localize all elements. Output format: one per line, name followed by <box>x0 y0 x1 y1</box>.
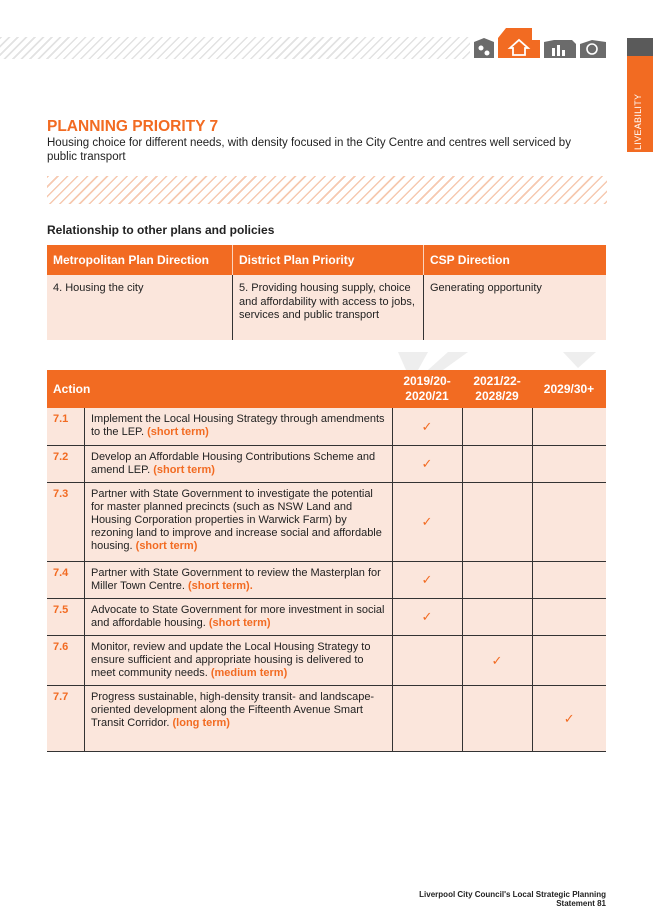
side-tab-label: LIVEABILITY <box>633 93 643 150</box>
decorative-chevrons <box>388 352 606 372</box>
csp-direction-cell: Generating opportunity <box>424 275 607 340</box>
action-term: (short term) <box>208 616 271 629</box>
buildings-icon <box>544 40 576 58</box>
page-footer: Liverpool City Council's Local Strategic Planning Statement 81 <box>419 890 606 908</box>
action-text: Partner with State Government to investigate the potential for master planned precincts (such as NSW Land and Housing Corporation properties in Warwick Farm) by rezoning land to improve and increase social and affordable housing. <box>91 487 382 552</box>
action-term: (short term) <box>153 463 215 476</box>
action-number: 7.6 <box>47 635 85 685</box>
timeframe-cell-3 <box>532 445 606 482</box>
header-2021-2029: 2021/22- 2028/29 <box>462 370 532 408</box>
actions-header-row <box>47 370 606 408</box>
relationship-table <box>47 245 606 340</box>
relationship-header-row <box>47 245 606 275</box>
action-row-7 <box>47 685 606 751</box>
action-row-6 <box>47 635 606 685</box>
checkmark-icon: ✓ <box>563 710 575 726</box>
action-text: Advocate to State Government for more investment in social and affordable housing. <box>91 603 385 629</box>
timeframe-cell-3 <box>532 685 606 751</box>
action-row-3 <box>47 482 606 561</box>
timeframe-cell-1 <box>392 635 462 685</box>
action-text: Monitor, review and update the Local Housing Strategy to ensure sufficient and appropriate housing is delivered to meet community needs. <box>91 640 371 679</box>
theme-icons-strip <box>472 26 627 66</box>
action-description <box>85 445 393 482</box>
action-description <box>85 685 393 751</box>
timeframe-cell-1 <box>392 598 462 635</box>
checkmark-icon: ✓ <box>421 456 433 471</box>
action-term: (long term) <box>172 716 230 729</box>
action-text: Develop an Affordable Housing Contributions Scheme and amend LEP. <box>91 450 376 476</box>
action-row-1 <box>47 408 606 445</box>
timeframe-cell-3 <box>532 635 606 685</box>
action-text: Partner with State Government to review the Masterplan for Miller Town Centre. <box>91 566 381 592</box>
planning-priority-subtitle: Housing choice for different needs, with density focused in the City Centre and centres well serviced by public transport <box>47 137 571 163</box>
action-term: (short term) <box>135 539 198 552</box>
productivity-icon <box>580 40 606 58</box>
action-term: (short term). <box>188 579 253 592</box>
checkmark-icon: ✓ <box>491 652 503 668</box>
action-term: (short term) <box>147 426 209 438</box>
header-action: Action <box>47 370 392 408</box>
action-description <box>85 635 393 685</box>
action-number: 7.5 <box>47 598 85 635</box>
action-number: 7.3 <box>47 482 85 561</box>
timeframe-cell-2 <box>462 408 532 445</box>
timeframe-cell-3 <box>532 408 606 445</box>
side-tab-grey-block <box>627 38 653 56</box>
action-text: Progress sustainable, high-density transit- and landscape-oriented development along the Fifteenth Avenue Smart Transit Corridor. <box>91 690 375 729</box>
action-description <box>85 408 393 445</box>
checkmark-icon: ✓ <box>421 418 433 434</box>
action-text: Implement the Local Housing Strategy through amendments to the LEP. <box>91 413 385 438</box>
timeframe-cell-2 <box>462 445 532 482</box>
action-term: (medium term) <box>210 666 288 679</box>
relationship-row <box>47 275 606 340</box>
timeframe-cell-1 <box>392 408 462 445</box>
timeframe-cell-1 <box>392 445 462 482</box>
timeframe-cell-1 <box>392 482 462 561</box>
header-2019-2021: 2019/20- 2020/21 <box>392 370 462 408</box>
relationship-heading: Relationship to other plans and policies <box>47 223 275 237</box>
timeframe-cell-3 <box>532 598 606 635</box>
header-csp-direction: CSP Direction <box>424 245 607 275</box>
header-hatch-pattern <box>0 37 470 59</box>
action-row-4 <box>47 561 606 598</box>
checkmark-icon: ✓ <box>421 514 433 529</box>
section-hatch-divider <box>47 176 607 204</box>
timeframe-cell-2 <box>462 598 532 635</box>
action-row-5 <box>47 598 606 635</box>
header-2029-plus: 2029/30+ <box>532 370 606 408</box>
timeframe-cell-2 <box>462 482 532 561</box>
action-number: 7.7 <box>47 685 85 751</box>
metropolitan-direction-cell: 4. Housing the city <box>47 275 233 340</box>
section-side-tab <box>627 38 653 152</box>
timeframe-cell-1 <box>392 561 462 598</box>
checkmark-icon: ✓ <box>421 609 433 624</box>
timeframe-cell-2 <box>462 561 532 598</box>
checkmark-icon: ✓ <box>421 572 433 587</box>
action-description <box>85 561 393 598</box>
actions-table <box>47 370 606 752</box>
timeframe-cell-2 <box>462 685 532 751</box>
action-description <box>85 598 393 635</box>
action-number: 7.4 <box>47 561 85 598</box>
action-number: 7.2 <box>47 445 85 482</box>
action-number: 7.1 <box>47 408 85 445</box>
home-icon <box>498 28 540 58</box>
action-row-2 <box>47 445 606 482</box>
header-district-plan: District Plan Priority <box>233 245 424 275</box>
planning-priority-title: PLANNING PRIORITY 7 <box>47 118 219 135</box>
district-priority-cell: 5. Providing housing supply, choice and affordability with access to jobs, services and public transport <box>233 275 424 340</box>
timeframe-cell-1 <box>392 685 462 751</box>
timeframe-cell-2 <box>462 635 532 685</box>
header-metropolitan-plan: Metropolitan Plan Direction <box>47 245 233 275</box>
connectivity-icon <box>474 38 494 58</box>
timeframe-cell-3 <box>532 482 606 561</box>
action-description <box>85 482 393 561</box>
timeframe-cell-3 <box>532 561 606 598</box>
